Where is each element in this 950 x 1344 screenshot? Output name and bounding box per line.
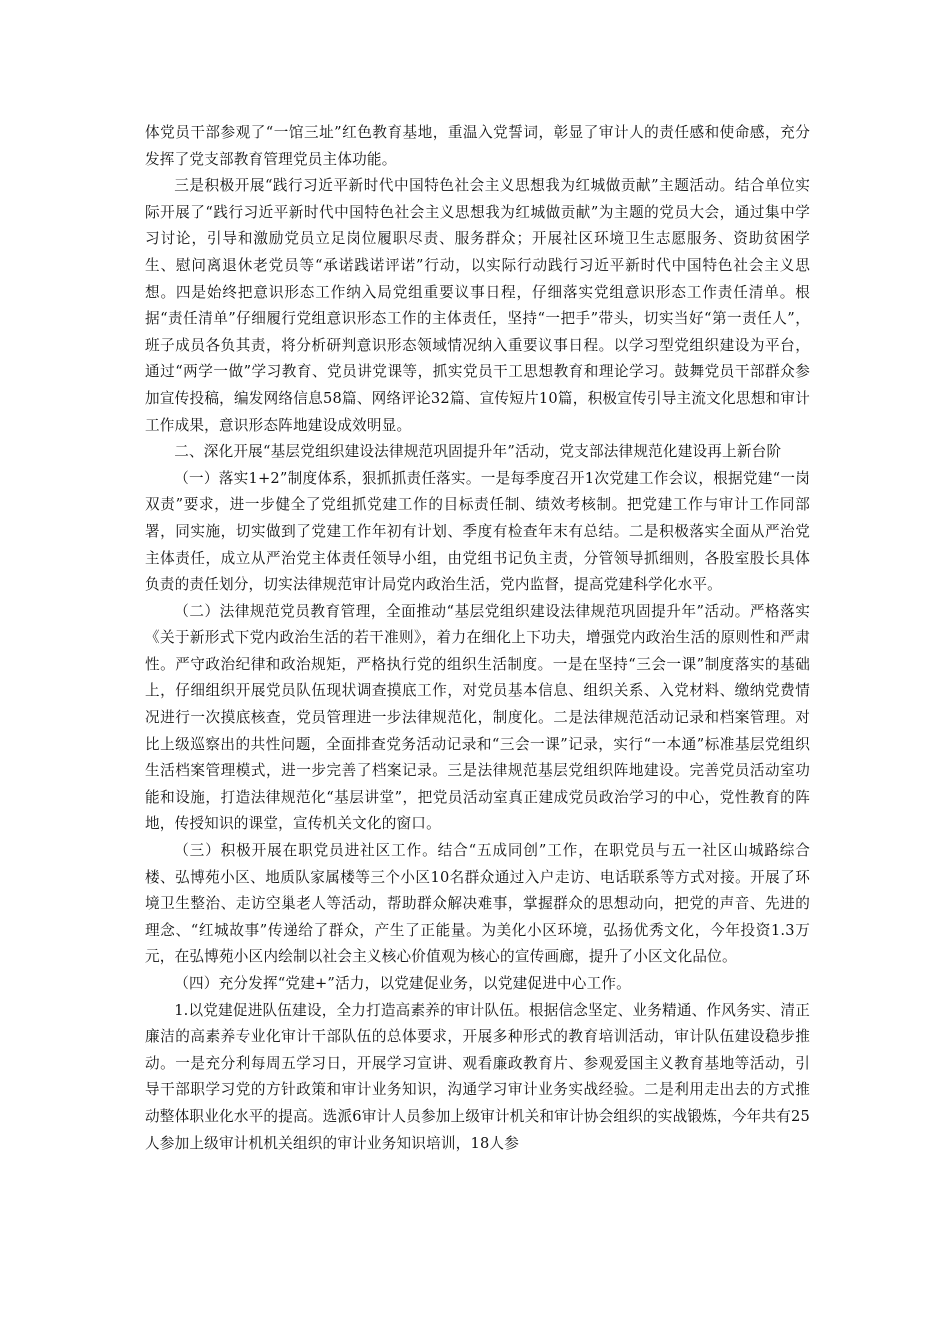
paragraph-item-one: （一）落实1+2”制度体系，狠抓抓责任落实。一是每季度召开1次党建工作会议，根据党建“一岗双责”要求，进一步健全了党组抓党建工作的目标责任制、绩效考核制。把党建工作与审计工作同部署，同实施，切实做到了党建工作年初有计划、季度有检查年末有总结。二是积极落实全面从严治党主体责任，成立从严治党主体责任领导小组，由党组书记负主责，分管领导抓细则，各股室股长具体负责的责任划分，切实法律规范审计局党内政治生活，党内监督，提高党建科学化水平。 xyxy=(145,469,810,594)
paragraph-theme-activity: 三是积极开展“践行习近平新时代中国特色社会主义思想我为红城做贡献”主题活动。结合单位实际开展了“践行习近平新时代中国特色社会主义思想我为红城做贡献”为主题的党员大会，通过集中学习讨论，引导和激励党员立足岗位履职尽责、服务群众；开展社区环境卫生志愿服务、资助贫困学生、慰问离退休老党员等“承诺践诺评诺”行动，以实际行动践行习近平新时代中国特色社会主义思想。四是始终把意识形态工作纳入局党组重要议事日程，仔细落实党组意识形态工作责任清单。根据“责任清单”仔细履行党组意识形态工作的主体责任，坚持“一把手”带头，切实当好“第一责任人”，班子成员各负其责，将分析研判意识形态领域情况纳入重要议事日程。以学习型党组织建设为平台，通过“两学一做”学习教育、党员讲党课等，抓实党员干工思想教育和理论学习。鼓舞党员干部群众参加宣传投稿，编发网络信息58篇、网络评论32篇、宣传短片10篇，积极宣传引导主流文化思想和审计工作成果，意识形态阵地建设成效明显。 xyxy=(145,177,810,434)
paragraph-item-three: （三）积极开展在职党员进社区工作。结合“五成同创”工作，在职党员与五一社区山城路综合楼、弘博苑小区、地质队家属楼等三个小区10名群众通过入户走访、电话联系等方式对接。开展了环境卫生整治、走访空巢老人等活动，帮助群众解决难事，掌握群众的思想动向，把党的声音、先进的理念、“红城故事”传递给了群众，产生了正能量。为美化小区环境，弘扬优秀文化，今年投资1.3万元，在弘博苑小区内绘制以社会主义核心价值观为核心的宣传画廊，提升了小区文化品位。 xyxy=(145,842,810,966)
paragraph-item-two: （二）法律规范党员教育管理，全面推动“基层党组织建设法律规范巩固提升年”活动。严格落实《关于新形式下党内政治生活的若干准则》，着力在细化上下功夫，增强党内政治生活的原则性和严肃性。严守政治纪律和政治规矩，严格执行党的组织生活制度。一是在坚持“三会一课”制度落实的基础上，仔细组织开展党员队伍现状调查摸底工作，对党员基本信息、组织关系、入党材料、缴纳党费情况进行一次摸底核查，党员管理进一步法律规范化，制度化。二是法律规范活动记录和档案管理。对比上级巡察出的共性问题，全面排查党务活动记录和“三会一课”记录，实行“一本通”标准基层党组织生活档案管理模式，进一步完善了档案记录。三是法律规范基层党组织阵地建设。完善党员活动室功能和设施，打造法律规范化“基层讲堂”，把党员活动室真正建成党员政治学习的中心，党性教育的阵地，传授知识的课堂，宣传机关文化的窗口。 xyxy=(145,602,810,833)
paragraph-continued: 体党员干部参观了“一馆三址”红色教育基地，重温入党誓词，彰显了审计人的责任感和使命感，充分发挥了党支部教育管理党员主体功能。 xyxy=(145,124,810,168)
section-heading-two: 二、深化开展“基层党组织建设法律规范巩固提升年”活动，党支部法律规范化建设再上新台阶 xyxy=(174,443,782,461)
document-page xyxy=(145,120,810,1157)
paragraph-item-four: （四）充分发挥“党建+”活力，以党建促业务，以党建促进中心工作。 xyxy=(174,975,631,992)
paragraph-subitem-one: 1.以党建促进队伍建设，全力打造高素养的审计队伍。根据信念坚定、业务精通、作风务实、清正廉洁的高素养专业化审计干部队伍的总体要求，开展多种形式的教育培训活动，审计队伍建设稳步推动。一是充分利每周五学习日，开展学习宣讲、观看廉政教育片、参观爱国主义教育基地等活动，引导干部职学习党的方针政策和审计业务知识，沟通学习审计业务实战经验。二是利用走出去的方式推动整体职业化水平的提高。选派6审计人员参加上级审计机关和审计协会组织的实战锻炼，今年共有25人参加上级审计机机关组织的审计业务知识培训，18人参 xyxy=(145,1001,810,1152)
